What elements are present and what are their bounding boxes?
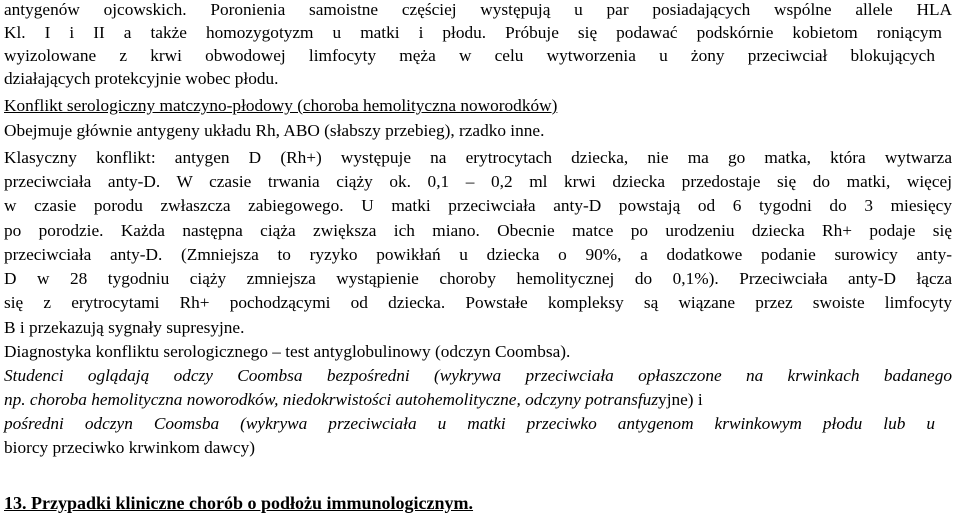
text-span: np. choroba hemolityczna noworodków, niedokrwistości autohemolityczne, odczyny potransfuz [4,390,659,409]
text-line: pośredni odczyn Coomsba (wykrywa przeciwciała u matki przeciwko antygenom krwinkowym płodu lub u [4,414,935,433]
text-line: Diagnostyka konfliktu serologicznego – test antyglobulinowy (odczyn Coombsa). [4,342,571,361]
text-line: przeciwciała anty-D. W czasie trwania ciąży ok. 0,1 – 0,2 ml krwi dziecka przedostaje się do matki, więcej [4,172,952,191]
text-line: się z erytrocytami Rh+ pochodzącymi od dziecka. Powstałe kompleksy są wiązane przez swoiste limfocyty [4,293,952,312]
text-line: Studenci oglądają odczy Coombsa bezpośredni (wykrywa przeciwciała opłaszczone na krwinkach badanego [4,366,952,385]
text-line [4,390,703,412]
text-line: przeciwciała anty-D. (Zmniejsza to ryzyko powikłań u dziecka o 90%, a dodatkowe podanie surowicy anty- [4,245,952,264]
text-span: yjne) i [658,390,703,409]
section-heading: 13. Przypadki kliniczne chorób o podłożu immunologicznym. [4,493,474,513]
text-line: Obejmuje głównie antygeny układu Rh, ABO (słabszy przebieg), rzadko inne. [4,121,545,140]
text-line: antygenów ojcowskich. Poronienia samoistne częściej występują u par posiadających wspólne allele HLA [4,0,952,19]
text-line: biorcy przeciwko krwinkom dawcy) [4,438,255,457]
text-line: po porodzie. Każda następna ciąża zwiększa ich miano. Obecnie matce po urodzeniu dziecka Rh+ podaje się [4,221,952,240]
text-line: Klasyczny konflikt: antygen D (Rh+) występuje na erytrocytach dziecka, nie ma go matka, która wytwarza [4,148,952,167]
text-line: wyizolowane z krwi obwodowej limfocyty męża w celu wytworzenia u żony przeciwciał blokujących [4,46,935,65]
text-line: B i przekazują sygnały supresyjne. [4,318,245,337]
text-line: Kl. I i II a także homozygotyzm u matki i płodu. Próbuje się podawać podskórnie kobietom roniącym [4,23,942,42]
text-line: działających protekcyjnie wobec płodu. [4,69,279,88]
text-line: w czasie porodu zwłaszcza zabiegowego. U matki przeciwciała anty-D powstają od 6 tygodni do 3 miesięcy [4,196,952,215]
text-line: D w 28 tygodniu ciąży zmniejsza wystąpienie choroby hemolitycznej do 0,1%). Przeciwciała anty-D łącza [4,269,952,288]
section-subheading: Konflikt serologiczny matczyno-płodowy (choroba hemolityczna noworodków) [4,96,558,115]
